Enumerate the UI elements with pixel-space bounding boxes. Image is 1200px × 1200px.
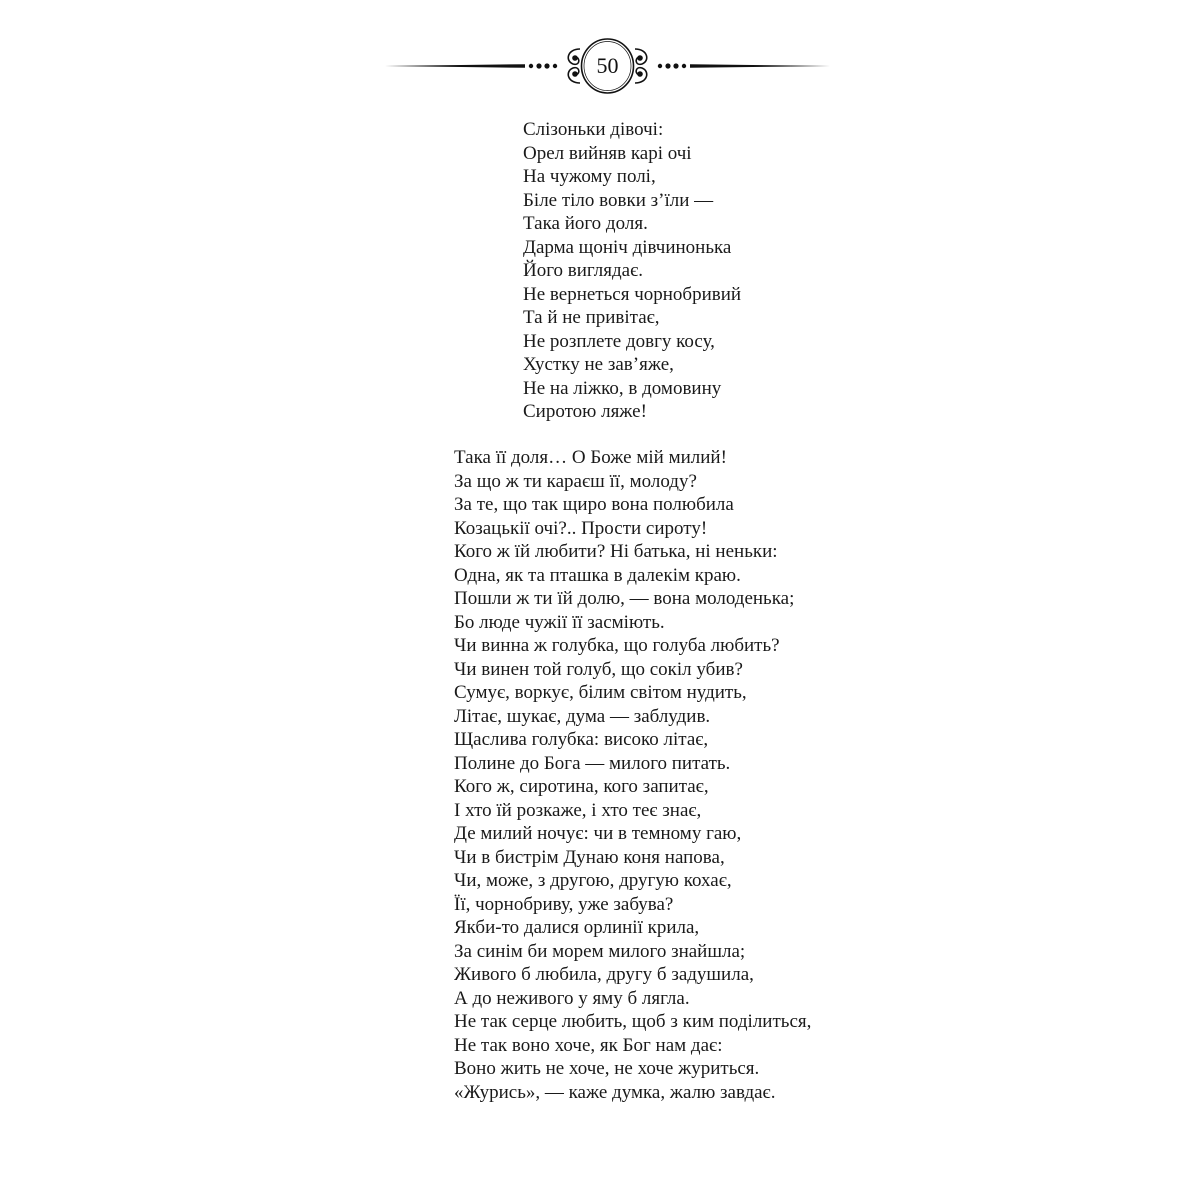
poem-line: Воно жить не хоче, не хоче журиться. [454, 1058, 760, 1079]
poem-line: Чи винна ж голубка, що голуба любить? [454, 635, 780, 656]
poem-line: Сумує, воркує, білим світом нудить, [454, 682, 747, 703]
poem-line: Дарма щоніч дівчинонька [523, 236, 732, 258]
poem-line: Кого ж їй любити? Ні батька, ні неньки: [454, 541, 778, 562]
poem-line: Бо люде чужії її засміють. [454, 611, 665, 633]
poem-line: Козацькії очі?.. Прости сироту! [454, 517, 708, 539]
poem-stanza-1 [523, 118, 741, 424]
poem-line: Літає, шукає, дума — заблудив. [454, 705, 711, 727]
poem-line: Така його доля. [523, 213, 648, 234]
poem-line: За синім би морем милого знайшла; [454, 940, 746, 962]
poem-line: Не на ліжко, в домовину [523, 377, 722, 399]
poem-line: Не так серце любить, щоб з ким поділиться, [454, 1011, 812, 1032]
poem-line: За що ж ти караєш її, молоду? [454, 470, 697, 492]
poem-line: На чужому полі, [523, 166, 656, 187]
poem-line: Слізоньки дівочі: [523, 119, 664, 140]
poem-line: Біле тіло вовки з’їли — [523, 189, 714, 211]
page-header-ornament [385, 35, 830, 97]
poem-line: Сиротою ляже! [523, 401, 647, 422]
poem-stanza-2 [454, 446, 811, 1104]
poem-line: Живого б любила, другу б задушила, [454, 964, 754, 985]
poem-line: Така її доля… О Боже мій милий! [454, 447, 727, 468]
poem-line: І хто їй розкаже, і хто теє знає, [454, 799, 702, 821]
poem-line: Чи винен той голуб, що сокіл убив? [454, 658, 743, 680]
poem-line: Хустку не зав’яже, [523, 354, 674, 375]
poem-line: Де милий ночує: чи в темному гаю, [454, 823, 742, 844]
poem-line: Та й не привітає, [523, 307, 660, 328]
poem-line: Її, чорнобриву, уже забува? [454, 893, 674, 915]
poem-line: Чи в бистрім Дунаю коня напова, [454, 846, 725, 868]
poem-line: Його виглядає. [523, 260, 643, 281]
poem-line: Орел вийняв карі очі [523, 142, 692, 164]
poem-line: Не вернеться чорнобривий [523, 283, 742, 305]
poem-line: Не так воно хоче, як Бог нам дає: [454, 1034, 723, 1056]
poem-line: Якби-то далися орлинії крила, [454, 917, 700, 938]
poem-line: Кого ж, сиротина, кого запитає, [454, 776, 709, 797]
poem-line: «Журись», — каже думка, жалю завдає. [454, 1081, 776, 1103]
poem-line: Полине до Бога — милого питать. [454, 752, 731, 774]
poem-line: За те, що так щиро вона полюбила [454, 494, 734, 515]
page-number: 50 [596, 53, 619, 78]
poem-line: Пошли ж ти їй долю, — вона молоденька; [454, 588, 795, 609]
poem-line: Чи, може, з другою, другую кохає, [454, 870, 732, 891]
poem-line: Одна, як та пташка в далекім краю. [454, 564, 741, 586]
poem-line: А до неживого у яму б лягла. [454, 987, 690, 1009]
poem-line: Не розплете довгу косу, [523, 330, 715, 352]
poem-line: Щаслива голубка: високо літає, [454, 729, 709, 750]
